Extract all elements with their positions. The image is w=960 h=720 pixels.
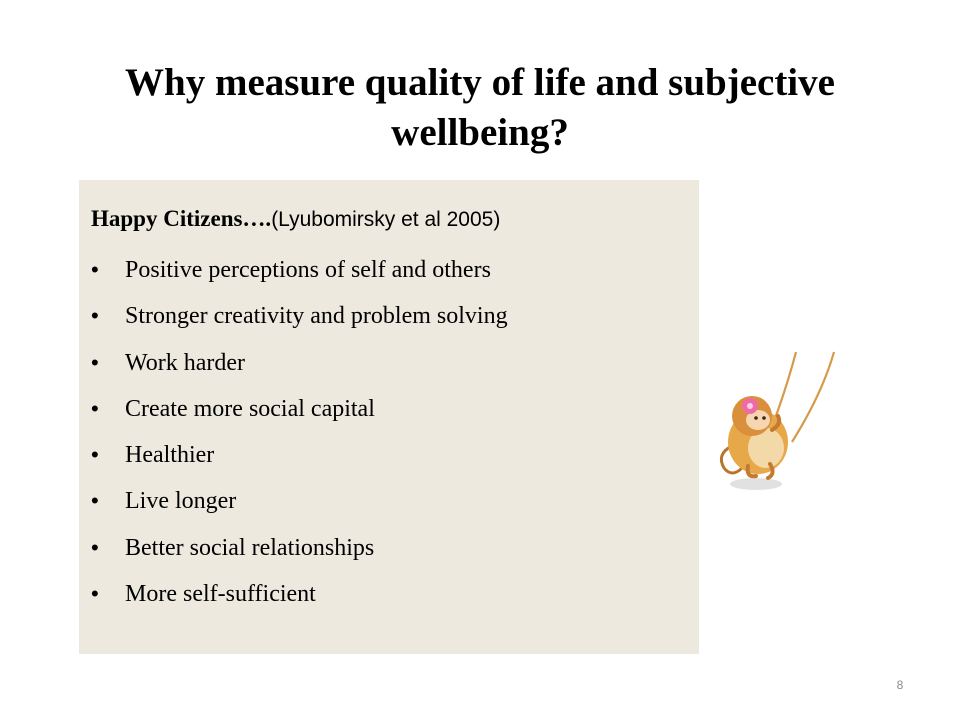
bullet-list <box>91 254 508 624</box>
bullet-icon: • <box>91 395 99 421</box>
monkey-eye <box>754 416 758 420</box>
bullet-icon: • <box>91 581 99 607</box>
bullet-item <box>91 254 508 300</box>
bullet-icon: • <box>91 534 99 560</box>
bullet-item <box>91 300 508 346</box>
bullet-text: Positive perceptions of self and others <box>125 257 491 283</box>
bullet-text: Better social relationships <box>125 534 375 561</box>
page-number: 8 <box>896 678 904 692</box>
monkey-eye <box>762 416 766 420</box>
flower-center <box>747 403 753 409</box>
bullet-icon: • <box>91 442 99 468</box>
swing-rope-right <box>792 352 834 442</box>
bullet-item <box>91 485 508 531</box>
heading-citation: (Lyubomirsky et al 2005) <box>271 208 501 231</box>
bullet-item <box>91 393 508 439</box>
bullet-text: Live longer <box>125 488 237 515</box>
bullet-icon: • <box>91 303 99 329</box>
bullet-item <box>91 439 508 485</box>
slide-title: Why measure quality of life and subjective wellbeing? <box>125 61 835 154</box>
bullet-item <box>91 347 508 393</box>
bullet-icon: • <box>91 257 99 282</box>
bullet-icon: • <box>91 349 99 375</box>
bullet-item <box>91 578 508 624</box>
heading-strong: Happy Citizens…. <box>91 206 272 231</box>
bullet-text: Healthier <box>125 442 215 469</box>
bullet-item <box>91 532 508 578</box>
box-heading <box>91 204 500 235</box>
bullet-text: Create more social capital <box>125 395 375 422</box>
bullet-text: Stronger creativity and problem solving <box>125 303 508 330</box>
content-box <box>79 180 699 654</box>
swing-shadow <box>730 478 782 490</box>
bullet-text: More self-sufficient <box>125 581 316 608</box>
bullet-text: Work harder <box>125 349 246 376</box>
monkey-on-swing-icon <box>712 350 842 495</box>
bullet-icon: • <box>91 488 99 514</box>
